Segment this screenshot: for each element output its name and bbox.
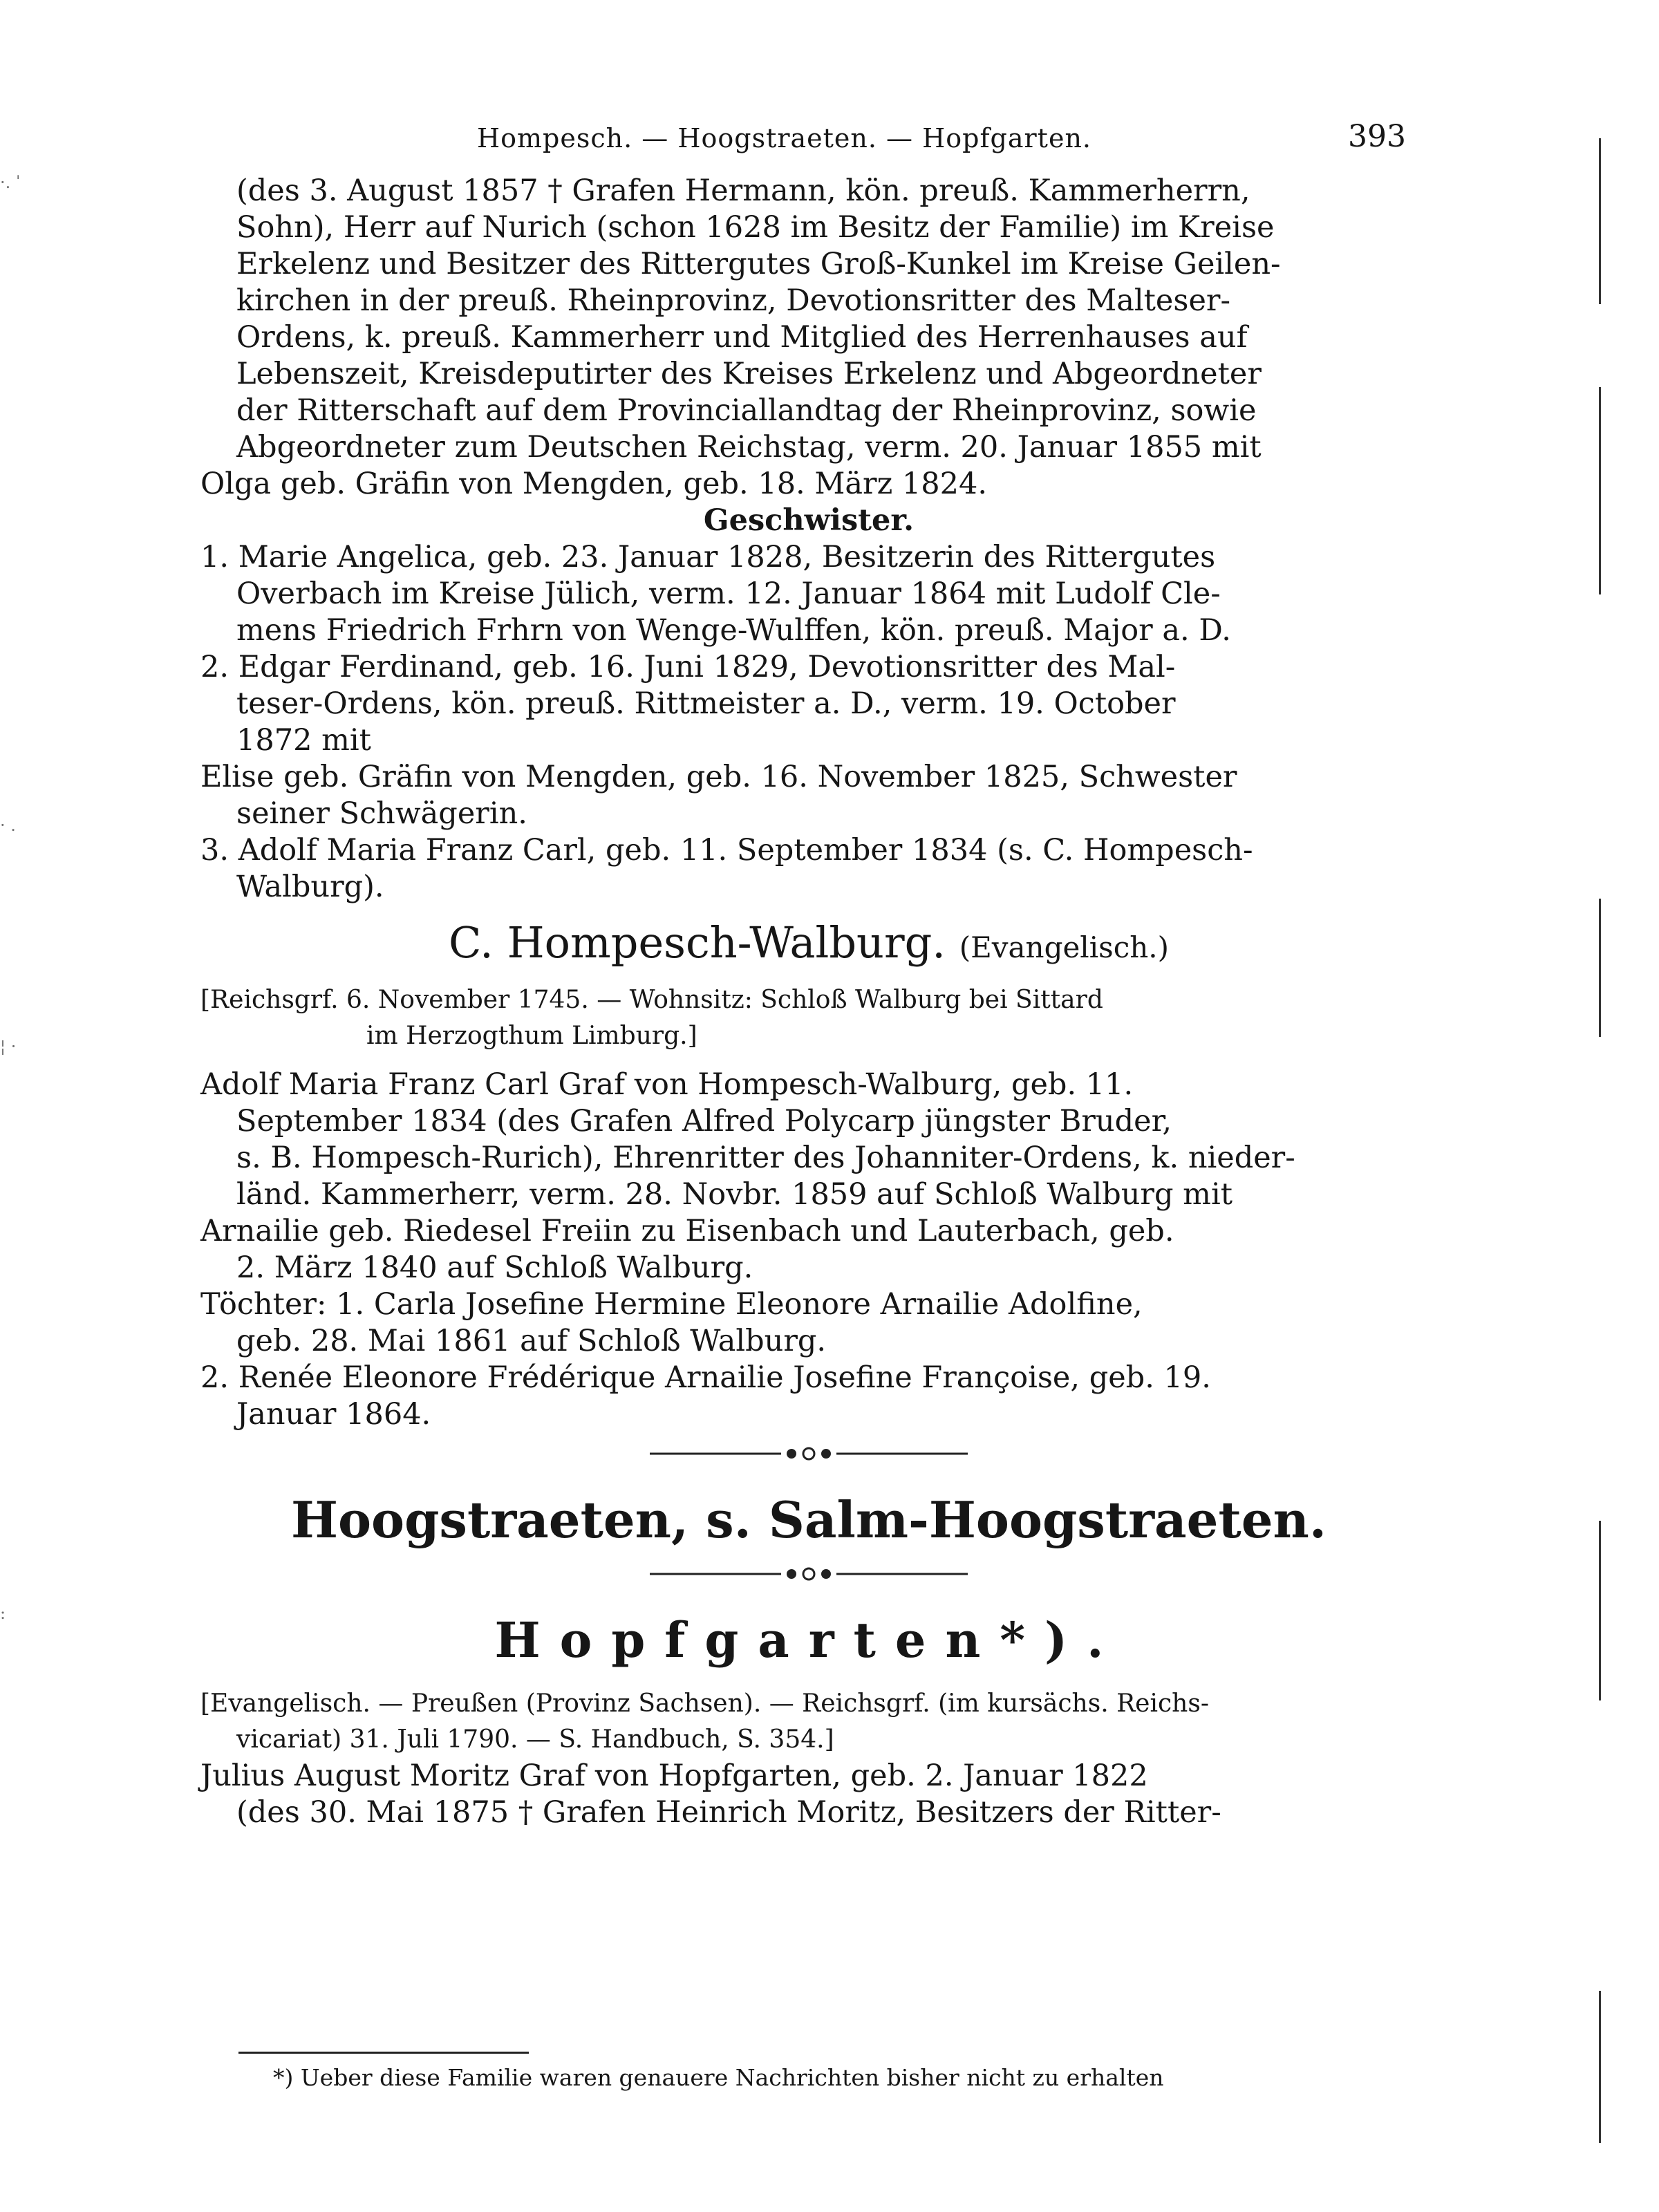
sibling-line: Overbach im Kreise Jülich, verm. 12. Januar 1864 mit Ludolf Cle- bbox=[236, 577, 1221, 611]
entry-line: Sohn), Herr auf Nurich (schon 1628 im Besitz der Familie) im Kreise bbox=[236, 210, 1275, 245]
section-c-line: Adolf Maria Franz Carl Graf von Hompesch-Walburg, geb. 11. bbox=[200, 1067, 1134, 1102]
bleed-through-artifact: · . bbox=[0, 816, 16, 835]
section-c-title bbox=[200, 915, 1417, 975]
ornament-icon bbox=[650, 1566, 968, 1582]
section-c-confession: (Evangelisch.) bbox=[959, 930, 1170, 964]
ornament-icon bbox=[650, 1445, 968, 1462]
sibling-line: mens Friedrich Frhrn von Wenge-Wulffen, kön. preuß. Major a. D. bbox=[236, 613, 1231, 648]
sibling-line: teser-Ordens, kön. preuß. Rittmeister a. D., verm. 19. October bbox=[236, 686, 1176, 721]
section-c-line: länd. Kammerherr, verm. 28. Novbr. 1859 auf Schloß Walburg mit bbox=[236, 1177, 1232, 1212]
margin-rule bbox=[1599, 1521, 1601, 1700]
running-head: Hompesch. — Hoogstraeten. — Hopfgarten. bbox=[477, 123, 1091, 153]
margin-rule bbox=[1599, 899, 1601, 1037]
section-c-line: Januar 1864. bbox=[236, 1397, 431, 1432]
hopfgarten-bracket: [Evangelisch. — Preußen (Provinz Sachsen). — Reichsgrf. (im kursächs. Reichs- bbox=[200, 1689, 1209, 1718]
hopfgarten-bracket: vicariat) 31. Juli 1790. — S. Handbuch, S. 354.] bbox=[236, 1725, 834, 1754]
section-c-line: 2. Renée Eleonore Frédérique Arnailie Josefine Françoise, geb. 19. bbox=[200, 1360, 1211, 1395]
section-c-line: September 1834 (des Grafen Alfred Polycarp jüngster Bruder, bbox=[236, 1104, 1172, 1138]
ornament-divider bbox=[200, 1553, 1417, 1595]
section-c-line: geb. 28. Mai 1861 auf Schloß Walburg. bbox=[236, 1324, 827, 1358]
entry-line: Abgeordneter zum Deutschen Reichstag, verm. 20. Januar 1855 mit bbox=[236, 430, 1262, 465]
body-text bbox=[200, 173, 1417, 1831]
spouse-line: Olga geb. Gräfin von Mengden, geb. 18. März 1824. bbox=[200, 467, 988, 501]
ornament-divider bbox=[200, 1433, 1417, 1474]
section-c-bracket: im Herzogthum Limburg.] bbox=[366, 1022, 697, 1050]
entry-line: (des 3. August 1857 † Grafen Hermann, kön. preuß. Kammerherrn, bbox=[236, 174, 1250, 208]
hopfgarten-title: Hopfgarten*). bbox=[494, 1611, 1123, 1669]
hoogstraeten-title: Hoogstraeten, s. Salm-Hoogstraeten. bbox=[291, 1490, 1327, 1549]
page-number: 393 bbox=[1348, 119, 1406, 154]
footnote-rule bbox=[238, 2052, 529, 2054]
section-c-line: Arnailie geb. Riedesel Freiin zu Eisenbach und Lauterbach, geb. bbox=[200, 1214, 1174, 1248]
sibling-line: 2. Edgar Ferdinand, geb. 16. Juni 1829, Devotionsritter des Mal- bbox=[200, 650, 1176, 684]
hopfgarten-line: Julius August Moritz Graf von Hopfgarten, geb. 2. Januar 1822 bbox=[200, 1759, 1148, 1793]
sibling-line: Elise geb. Gräfin von Mengden, geb. 16. November 1825, Schwester bbox=[200, 760, 1237, 794]
section-c-line: 2. März 1840 auf Schloß Walburg. bbox=[236, 1250, 753, 1285]
margin-rule bbox=[1599, 387, 1601, 594]
entry-line: kirchen in der preuß. Rheinprovinz, Devotionsritter des Malteser- bbox=[236, 283, 1230, 318]
sibling-line: Walburg). bbox=[236, 870, 384, 904]
hopfgarten-line: (des 30. Mai 1875 † Grafen Heinrich Moritz, Besitzers der Ritter- bbox=[236, 1795, 1221, 1830]
footnote: *) Ueber diese Familie waren genauere Nachrichten bisher nicht zu erhalten bbox=[273, 2064, 1164, 2091]
margin-rule bbox=[1599, 1991, 1601, 2143]
section-c-line: s. B. Hompesch-Rurich), Ehrenritter des Johanniter-Ordens, k. nieder- bbox=[236, 1141, 1295, 1175]
sibling-line: 1872 mit bbox=[236, 723, 371, 758]
section-c-name: C. Hompesch-Walburg. bbox=[448, 917, 946, 968]
sibling-line: 1. Marie Angelica, geb. 23. Januar 1828, Besitzerin des Rittergutes bbox=[200, 540, 1216, 574]
entry-line: Ordens, k. preuß. Kammerherr und Mitglied des Herrenhauses auf bbox=[236, 320, 1248, 355]
entry-line: der Ritterschaft auf dem Provinciallandtag der Rheinprovinz, sowie bbox=[236, 393, 1257, 428]
bleed-through-artifact: : bbox=[0, 1604, 6, 1623]
sibling-line: 3. Adolf Maria Franz Carl, geb. 11. September 1834 (s. C. Hompesch- bbox=[200, 833, 1253, 868]
bleed-through-artifact: ¦ · bbox=[0, 1037, 17, 1056]
entry-line: Erkelenz und Besitzer des Rittergutes Groß-Kunkel im Kreise Geilen- bbox=[236, 247, 1281, 281]
bleed-through-artifact: ·. ˈ bbox=[0, 173, 21, 192]
section-c-line: Töchter: 1. Carla Josefine Hermine Eleonore Arnailie Adolfine, bbox=[200, 1287, 1143, 1322]
entry-line: Lebenszeit, Kreisdeputirter des Kreises Erkelenz und Abgeordneter bbox=[236, 357, 1262, 391]
margin-rule bbox=[1599, 138, 1601, 304]
siblings-heading: Geschwister. bbox=[703, 503, 915, 538]
section-c-bracket: [Reichsgrf. 6. November 1745. — Wohnsitz: Schloß Walburg bei Sittard bbox=[200, 986, 1103, 1014]
sibling-line: seiner Schwägerin. bbox=[236, 796, 527, 831]
